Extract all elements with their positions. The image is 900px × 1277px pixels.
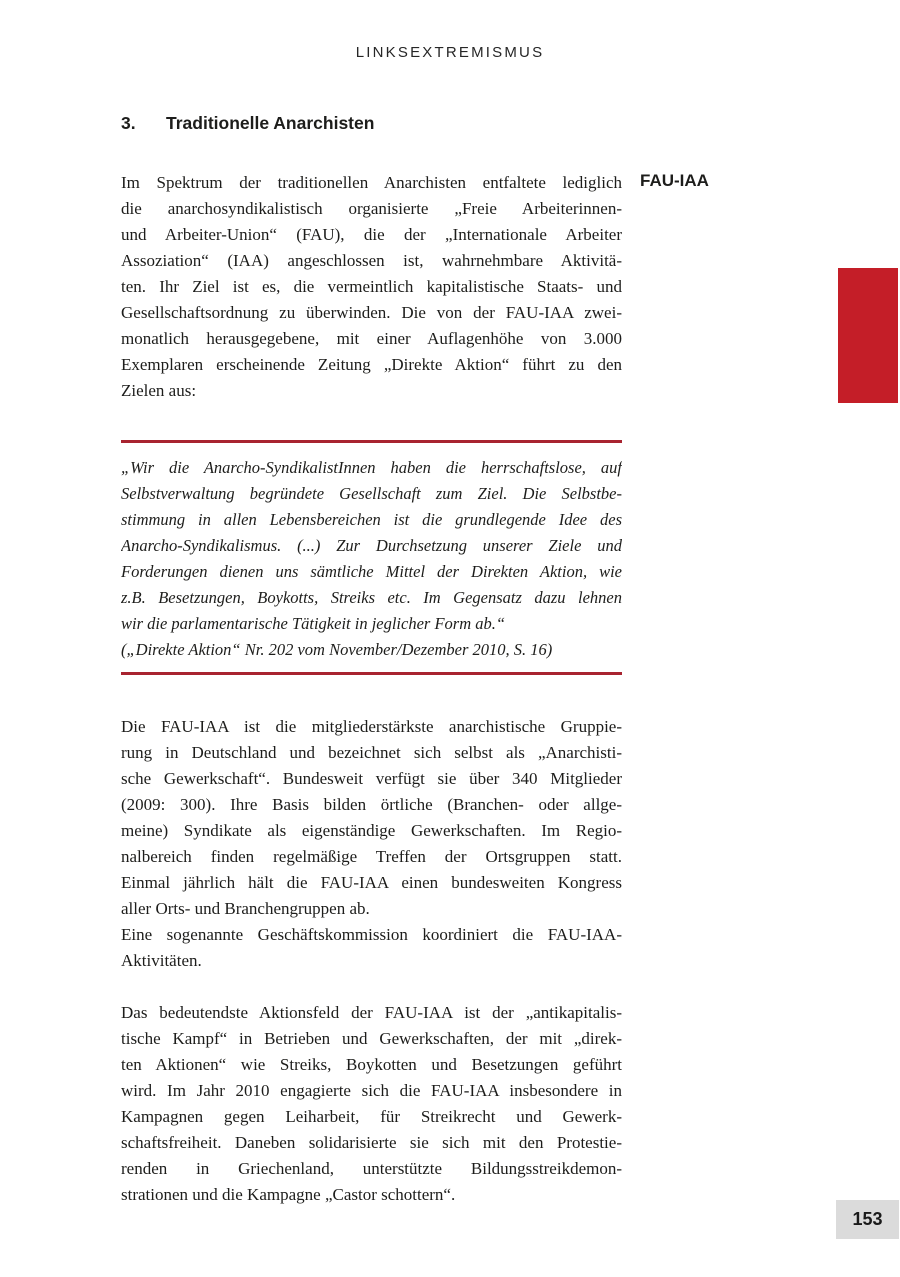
text-line: und Arbeiter-Union“ (FAU), die der „Internationale Arbeiter [121, 225, 622, 244]
paragraph-intro [121, 170, 622, 404]
page-number-box [836, 1200, 899, 1239]
text-line: Selbstverwaltung begründete Gesellschaft zum Ziel. Die Selbstbe- [121, 484, 622, 503]
text-line: rung in Deutschland und bezeichnet sich selbst als „Anarchisti- [121, 743, 622, 762]
text-line: stimmung in allen Lebensbereichen ist die grundlegende Idee des [121, 510, 622, 529]
section-heading [121, 113, 374, 134]
text-line: wird. Im Jahr 2010 engagierte sich die FAU-IAA insbesondere in [121, 1081, 622, 1100]
text-line: (2009: 300). Ihre Basis bilden örtliche (Branchen- oder allge- [121, 795, 622, 814]
text-line: strationen und die Kampagne „Castor schottern“. [121, 1185, 456, 1204]
text-line: die anarchosyndikalistisch organisierte „Freie Arbeiterinnen- [121, 199, 622, 218]
text-line: Im Spektrum der traditionellen Anarchisten entfaltete lediglich [121, 173, 622, 192]
text-line: wir die parlamentarische Tätigkeit in jeglicher Form ab.“ [121, 614, 506, 633]
text-line: Gesellschaftsordnung zu überwinden. Die von der FAU-IAA zwei- [121, 303, 622, 322]
margin-note-fau-iaa: FAU-IAA [640, 171, 709, 190]
quote-rule-top [121, 440, 622, 443]
text-line: monatlich herausgegebene, mit einer Auflagenhöhe von 3.000 [121, 329, 622, 348]
text-line: renden in Griechenland, unterstützte Bildungsstreikdemon- [121, 1159, 622, 1178]
text-line: Aktivitäten. [121, 951, 202, 970]
text-line: Assoziation“ (IAA) angeschlossen ist, wahrnehmbare Aktivitä- [121, 251, 622, 270]
text-line: tische Kampf“ in Betrieben und Gewerkschaften, der mit „direk- [121, 1029, 622, 1048]
chapter-tab-marker [838, 268, 898, 403]
section-title: Traditionelle Anarchisten [166, 113, 375, 133]
text-line: nalbereich finden regelmäßige Treffen der Ortsgruppen statt. [121, 847, 622, 866]
text-line: Eine sogenannte Geschäftskommission koordiniert die FAU-IAA- [121, 925, 622, 944]
text-line: Forderungen dienen uns sämtliche Mittel der Direkten Aktion, wie [121, 562, 622, 581]
text-line: Anarcho-Syndikalismus. (...) Zur Durchsetzung unserer Ziele und [121, 536, 622, 555]
text-line: Das bedeutendste Aktionsfeld der FAU-IAA ist der „antikapitalis- [121, 1003, 622, 1022]
text-line: Einmal jährlich hält die FAU-IAA einen bundesweiten Kongress [121, 873, 622, 892]
text-line: schaftsfreiheit. Daneben solidarisierte sie sich mit den Protestie- [121, 1133, 622, 1152]
text-line: aller Orts- und Branchengruppen ab. [121, 899, 370, 918]
text-line: („Direkte Aktion“ Nr. 202 vom November/Dezember 2010, S. 16) [121, 640, 553, 659]
page-number: 153 [852, 1209, 883, 1229]
text-line: Exemplaren erscheinende Zeitung „Direkte Aktion“ führt zu den [121, 355, 622, 374]
text-line: Die FAU-IAA ist die mitgliederstärkste anarchistische Gruppie- [121, 717, 622, 736]
text-line: sche Gewerkschaft“. Bundesweit verfügt sie über 340 Mitglieder [121, 769, 622, 788]
text-line: Zielen aus: [121, 381, 197, 400]
quote-rule-bottom [121, 672, 622, 675]
text-line: z.B. Besetzungen, Boykotts, Streiks etc. Im Gegensatz dazu lehnen [121, 588, 622, 607]
text-line: meine) Syndikate als eigenständige Gewerkschaften. Im Regio- [121, 821, 622, 840]
text-line: Kampagnen gegen Leiharbeit, für Streikrecht und Gewerk- [121, 1107, 622, 1126]
blockquote-direkte-aktion [121, 455, 622, 663]
text-line: ten Aktionen“ wie Streiks, Boykotten und Besetzungen geführt [121, 1055, 622, 1074]
text-line: „Wir die Anarcho-SyndikalistInnen haben die herrschaftslose, auf [121, 458, 622, 477]
running-header: LINKSEXTREMISMUS [355, 44, 545, 61]
section-number: 3. [121, 113, 136, 133]
paragraph-membership [121, 714, 622, 974]
paragraph-activities [121, 1000, 622, 1208]
text-line: ten. Ihr Ziel ist es, die vermeintlich kapitalistische Staats- und [121, 277, 622, 296]
